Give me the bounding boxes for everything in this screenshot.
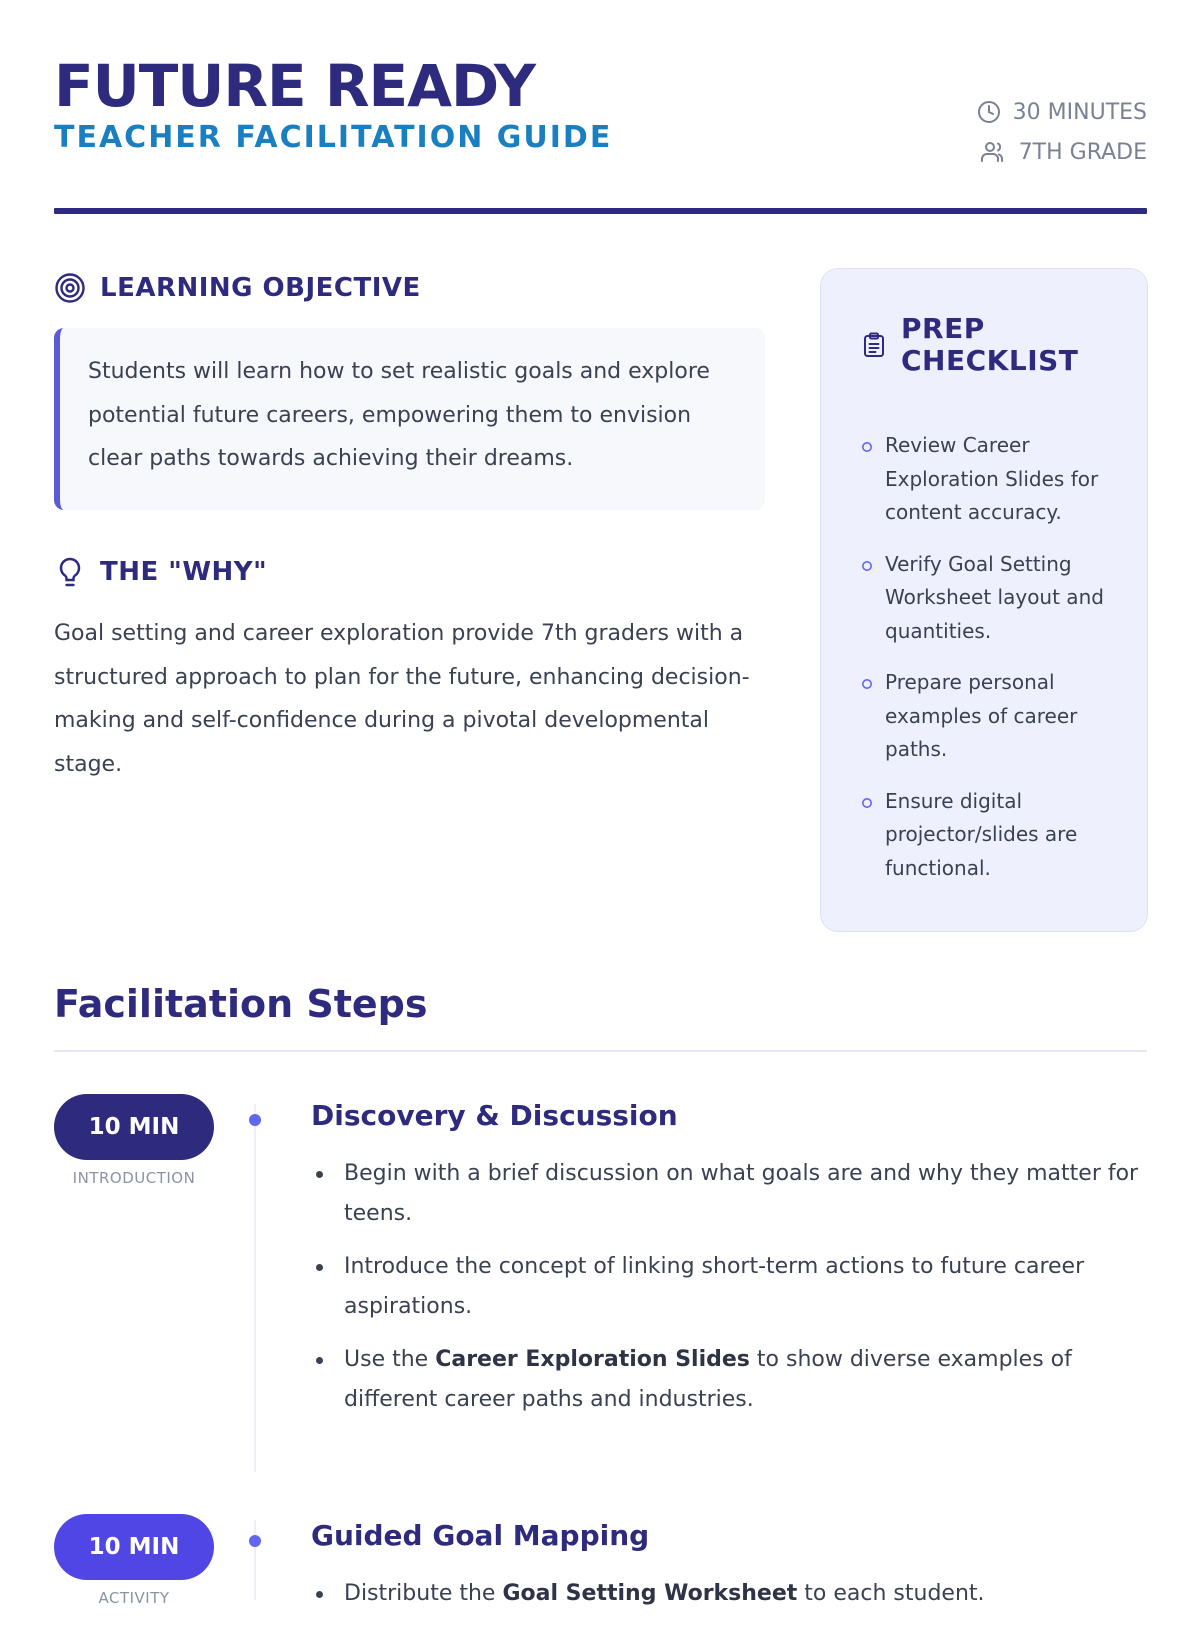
- checklist-item-text: Verify Goal Setting Worksheet layout and quantities.: [885, 551, 1104, 643]
- checklist-item-text: Prepare personal examples of career paths.: [885, 670, 1078, 761]
- timeline-line: [254, 1104, 256, 1472]
- circle-bullet-icon: [861, 678, 873, 690]
- checklist-item-text: Ensure digital projector/slides are functional.: [885, 788, 1078, 880]
- lesson-meta: [977, 92, 1147, 172]
- clipboard-icon: [863, 332, 885, 358]
- prep-checklist-title: PREP CHECKLIST: [901, 312, 1079, 377]
- resource-name: Goal Setting Worksheet: [502, 1581, 798, 1606]
- users-icon: [981, 140, 1007, 164]
- grade-row: [977, 132, 1147, 172]
- why-heading: [54, 555, 267, 589]
- circle-bullet-icon: [861, 797, 873, 809]
- page-subtitle: TEACHER FACILITATION GUIDE: [54, 120, 613, 155]
- timeline-dot: [249, 1535, 261, 1547]
- step-bullet-text: to show diverse examples of different career paths and industries.: [344, 1347, 1072, 1412]
- steps-heading: Facilitation Steps: [54, 982, 428, 1026]
- objective-text: Students will learn how to set realistic goals and explore potential future careers, empowering them to envision clear paths towards achieving their dreams.: [54, 328, 765, 510]
- circle-bullet-icon: [861, 560, 873, 572]
- header: [54, 52, 1147, 165]
- step-bullet-text: to each student.: [797, 1581, 985, 1606]
- step-bullet: [311, 1340, 1141, 1420]
- prep-checklist-items: [861, 429, 1121, 903]
- duration-text: 30 MINUTES: [1012, 99, 1147, 125]
- page-title: FUTURE READY: [54, 52, 535, 120]
- step-bullet-text: Begin with a brief discussion on what goals are and why they matter for teens.: [344, 1161, 1139, 1226]
- grade-text: 7TH GRADE: [1018, 139, 1147, 165]
- steps-divider: [54, 1050, 1147, 1052]
- checklist-item: [861, 666, 1121, 767]
- step-bullet-text: Introduce the concept of linking short-term actions to future career aspirations.: [344, 1254, 1085, 1319]
- checklist-item: [861, 429, 1121, 530]
- clock-icon: [977, 100, 1001, 124]
- step-time-badge: 10 MIN: [54, 1094, 214, 1160]
- checklist-item-text: Review Career Exploration Slides for content accuracy.: [885, 433, 1099, 524]
- step-bullets: [311, 1154, 1141, 1433]
- step-bullet: [311, 1247, 1141, 1327]
- step-title: Guided Goal Mapping: [311, 1519, 650, 1552]
- prep-checklist-heading: [863, 313, 1101, 377]
- checklist-item: [861, 785, 1121, 886]
- step-bullet-text: Distribute the: [344, 1581, 503, 1606]
- why-text: Goal setting and career exploration provide 7th graders with a structured approach to plan for the future, enhancing decision-making and self-confidence during a pivotal developmental stage.: [54, 621, 750, 777]
- duration-row: [977, 92, 1147, 132]
- timeline-line: [254, 1520, 256, 1600]
- step-time-badge: 10 MIN: [54, 1514, 214, 1580]
- step-phase-label: ACTIVITY: [98, 1589, 170, 1607]
- resource-name: Career Exploration Slides: [435, 1347, 750, 1372]
- checklist-item: [861, 548, 1121, 649]
- objective-heading-text: LEARNING OBJECTIVE: [100, 273, 421, 303]
- step-phase-label: INTRODUCTION: [72, 1169, 196, 1187]
- step-bullet: [311, 1154, 1141, 1234]
- objective-heading: [54, 272, 421, 304]
- lightbulb-icon: [54, 555, 86, 589]
- step-title: Discovery & Discussion: [311, 1099, 678, 1132]
- target-icon: [54, 272, 86, 304]
- header-divider: [54, 208, 1147, 214]
- step-bullets: [311, 1574, 1141, 1627]
- step-bullet-text: Use the: [344, 1347, 436, 1372]
- circle-bullet-icon: [861, 441, 873, 453]
- step-bullet: [311, 1574, 1141, 1614]
- prep-checklist-card: [820, 268, 1148, 932]
- why-heading-text: THE "WHY": [100, 557, 268, 587]
- timeline-dot: [249, 1114, 261, 1126]
